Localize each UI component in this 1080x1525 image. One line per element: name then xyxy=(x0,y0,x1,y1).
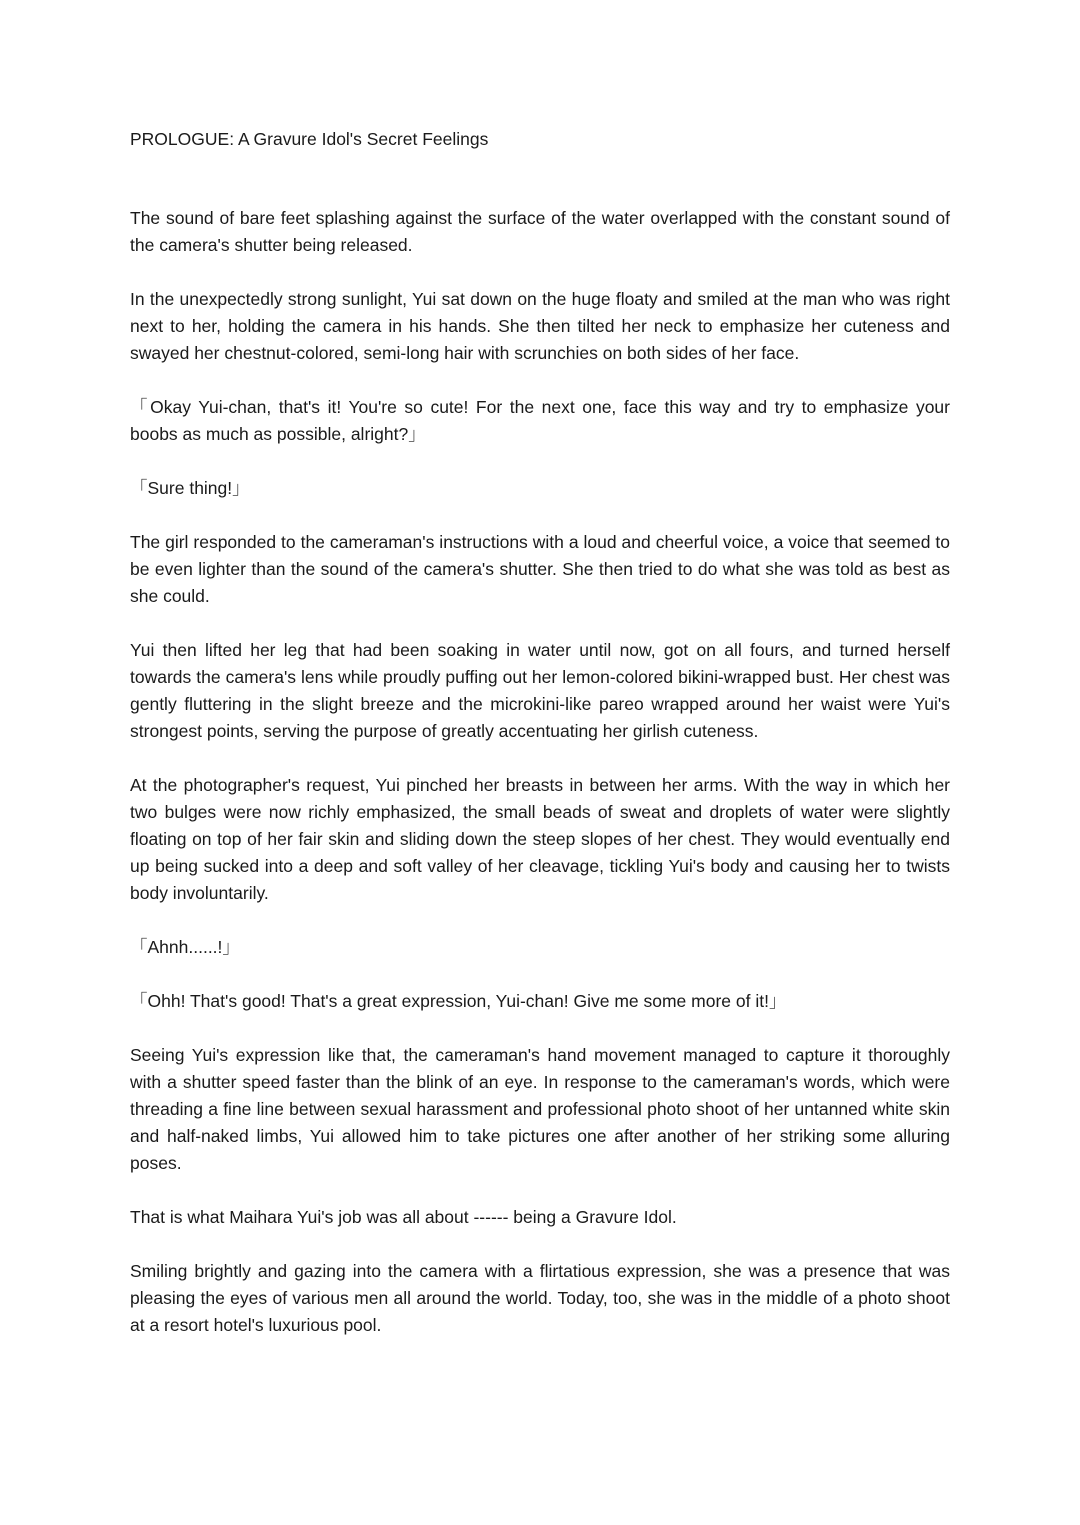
paragraph-6: Yui then lifted her leg that had been soaking in water until now, got on all fours, and turned herself towards the camera's lens while proudly puffing out her lemon-colored bikini-wrapped bust. Her chest was gently fluttering in the slight breeze and the microkini-like pareo wrapped around her waist were Yui's strongest points, serving the purpose of greatly accentuating her girlish cuteness. xyxy=(130,640,950,741)
paragraph-7: At the photographer's request, Yui pinched her breasts in between her arms. With the way in which her two bulges were now richly emphasized, the small beads of sweat and droplets of water were slightly floating on top of her fair skin and sliding down the steep slopes of her chest. They would eventually end up being sucked into a deep and soft valley of her cleavage, tickling Yui's body and causing her to twists body involuntarily. xyxy=(130,775,950,903)
paragraph-2: In the unexpectedly strong sunlight, Yui sat down on the huge floaty and smiled at the man who was right next to her, holding the camera in his hands. She then tilted her neck to emphasize her cuteness and swayed her chestnut-colored, semi-long hair with scrunchies on both sides of her face. xyxy=(130,289,950,363)
paragraph-9-dialogue: 「Ohh! That's good! That's a great expression, Yui-chan! Give me some more of it!」 xyxy=(130,991,787,1011)
paragraph-12: Smiling brightly and gazing into the camera with a flirtatious expression, she was a presence that was pleasing the eyes of various men all around the world. Today, too, she was in the middle of a photo shoot at a resort hotel's luxurious pool. xyxy=(130,1261,950,1335)
paragraph-11: That is what Maihara Yui's job was all about ------ being a Gravure Idol. xyxy=(130,1207,677,1227)
paragraph-1: The sound of bare feet splashing against the surface of the water overlapped with the constant sound of the camera's shutter being released. xyxy=(130,208,950,255)
paragraph-10: Seeing Yui's expression like that, the cameraman's hand movement managed to capture it thoroughly with a shutter speed faster than the blink of an eye. In response to the cameraman's words, which were threading a fine line between sexual harassment and professional photo shoot of her untanned white skin and half-naked limbs, Yui allowed him to take pictures one after another of her striking some alluring poses. xyxy=(130,1045,950,1173)
chapter-title: PROLOGUE: A Gravure Idol's Secret Feelings xyxy=(130,129,489,149)
paragraph-4-dialogue: 「Sure thing!」 xyxy=(130,478,250,498)
paragraph-5: The girl responded to the cameraman's instructions with a loud and cheerful voice, a voice that seemed to be even lighter than the sound of the camera's shutter. She then tried to do what she was told as best as she could. xyxy=(130,532,950,606)
paragraph-8-dialogue: 「Ahnh......!」 xyxy=(130,937,240,957)
paragraph-3-dialogue: 「Okay Yui-chan, that's it! You're so cute! For the next one, face this way and try to emphasize your boobs as much as possible, alright?」 xyxy=(130,397,950,444)
